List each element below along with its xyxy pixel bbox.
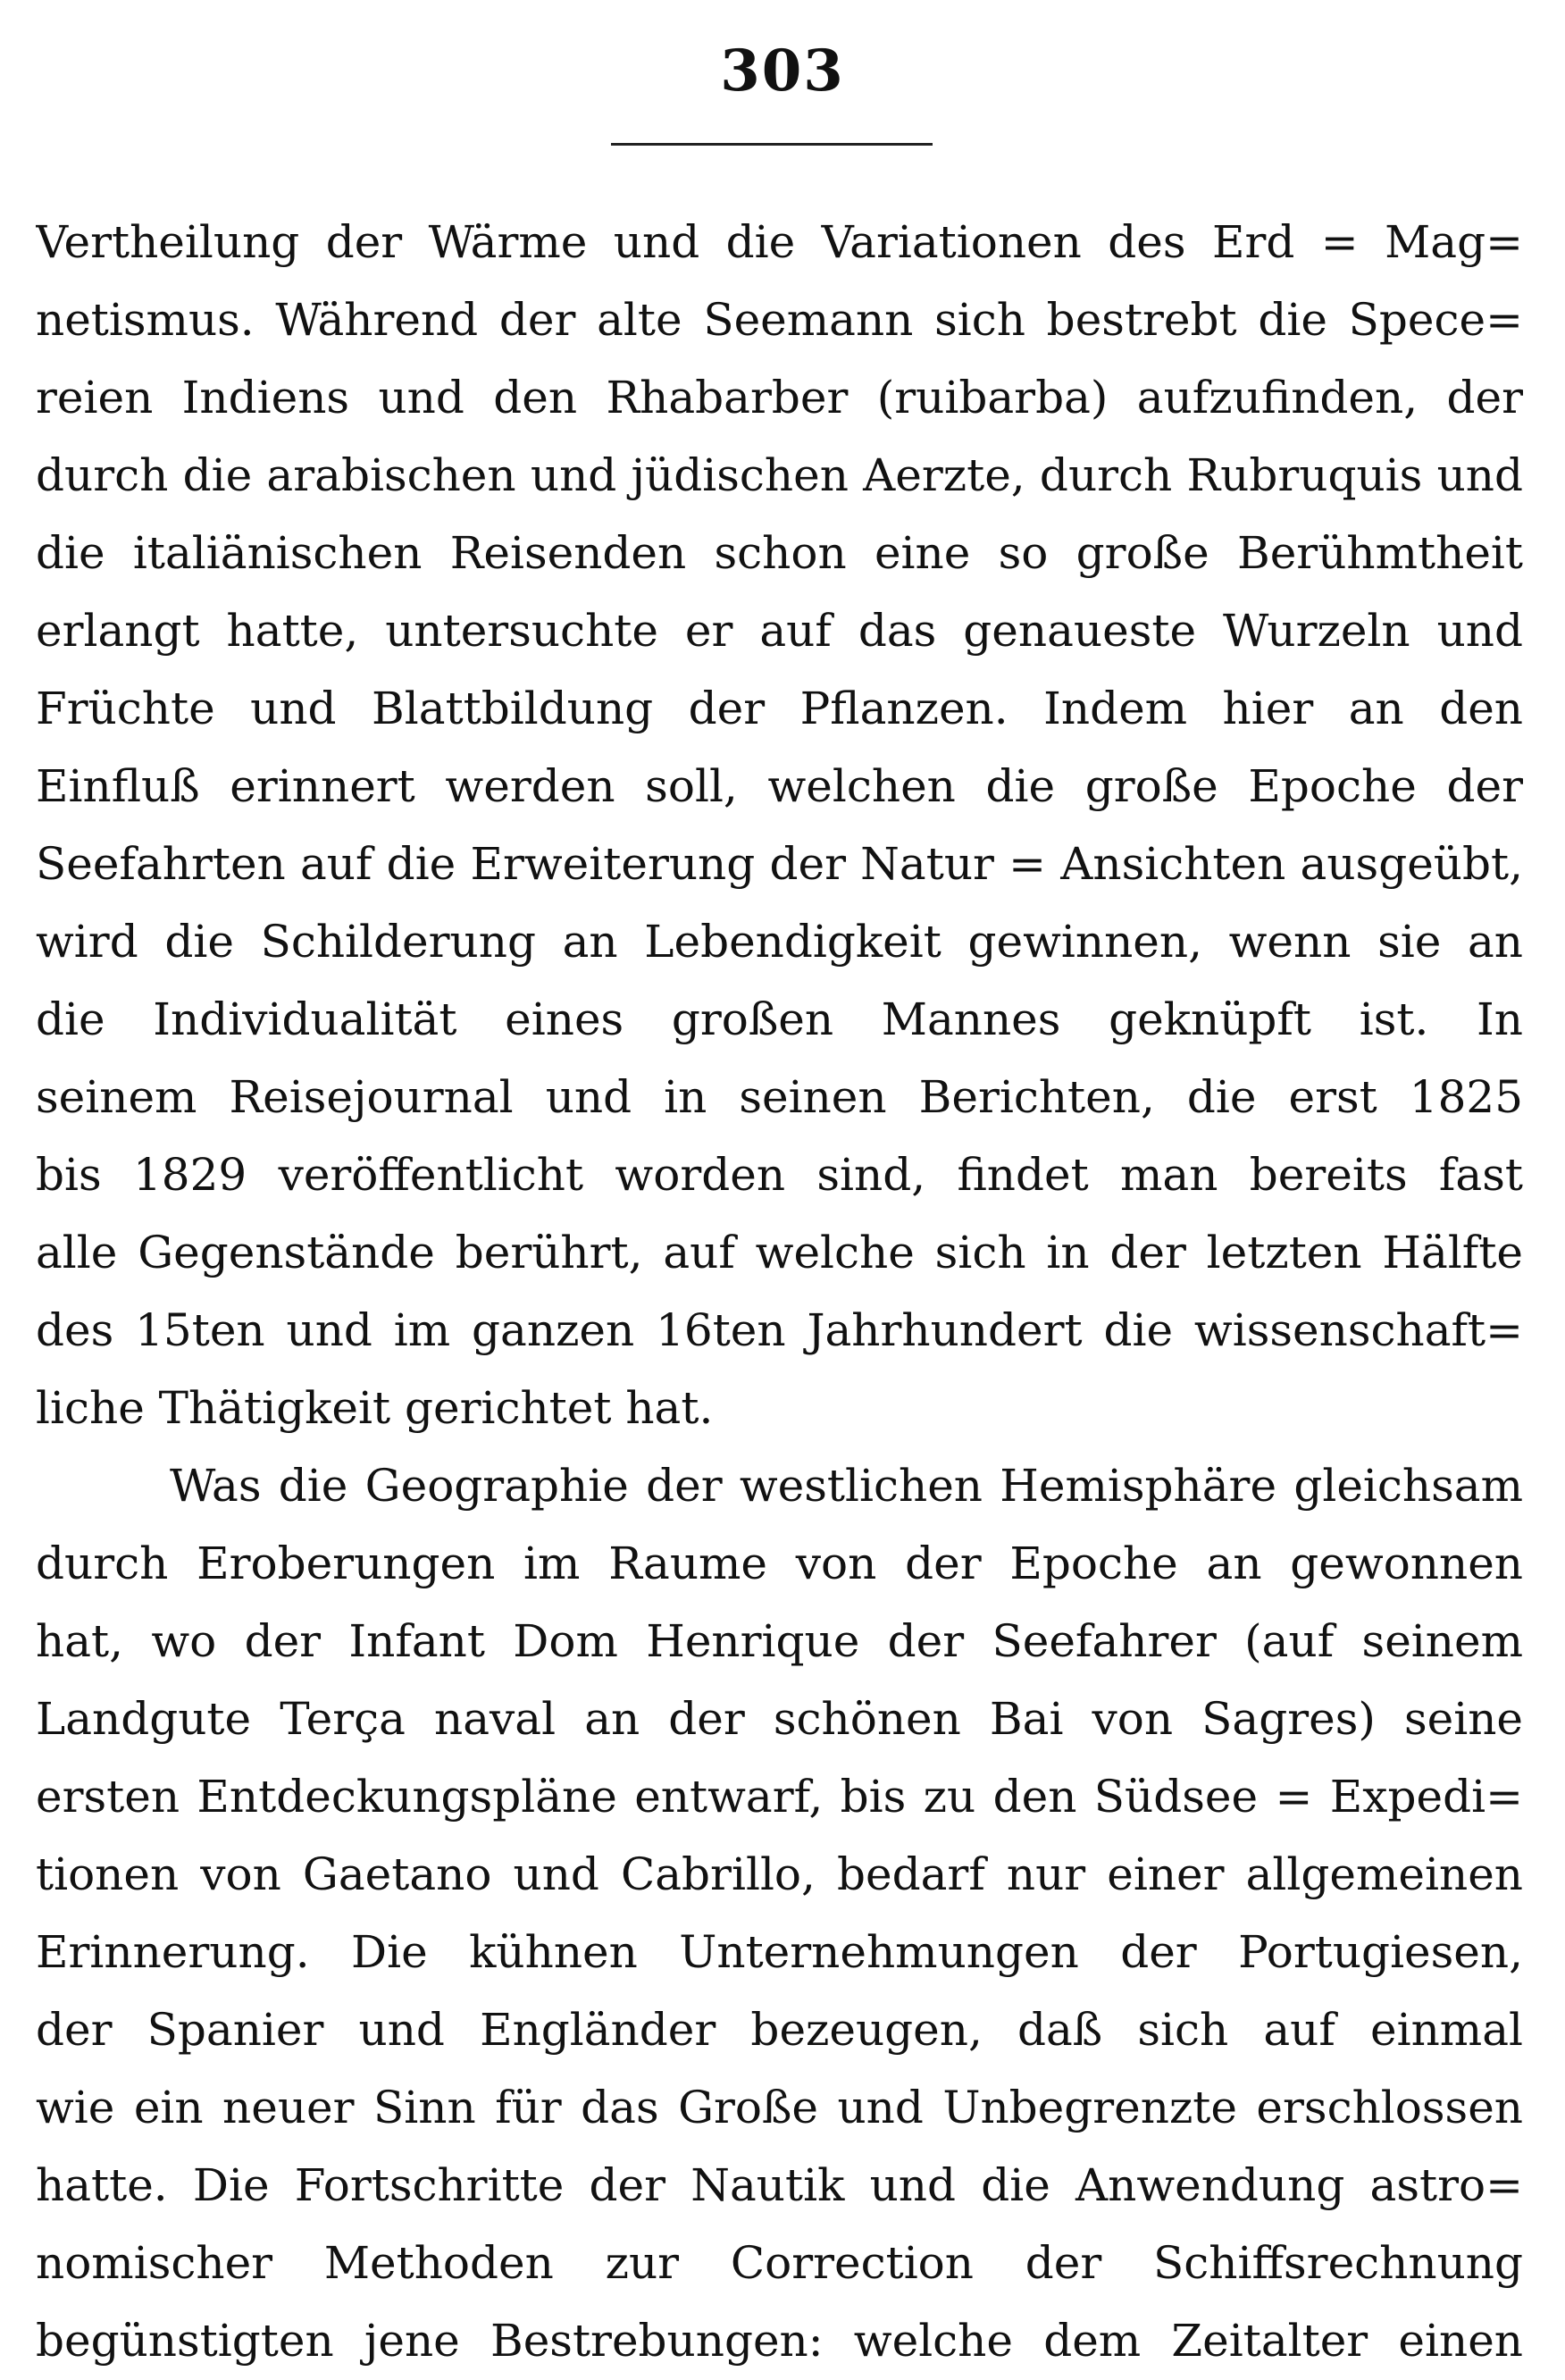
text-line: des 15ten und im ganzen 16ten Jahrhundert die wissenschaft= (36, 1304, 1523, 1356)
text-line: wird die Schilderung an Lebendigkeit gewinnen, wenn sie an (36, 916, 1523, 968)
text-line: der Spanier und Engländer bezeugen, daß sich auf einmal (36, 2004, 1523, 2056)
text-line: die italiänischen Reisenden schon eine so große Berühmtheit (36, 527, 1523, 579)
text-line: seinem Reisejournal und in seinen Berichten, die erst 1825 (36, 1071, 1523, 1123)
text-line: wie ein neuer Sinn für das Große und Unbegrenzte erschlossen (36, 2082, 1523, 2133)
text-line: Landgute Terça naval an der schönen Bai von Sagres) seine (36, 1693, 1523, 1745)
body-text (36, 204, 1523, 2380)
text-line: hat, wo der Infant Dom Henrique der Seefahrer (auf seinem (36, 1615, 1523, 1667)
text-line: Erinnerung. Die kühnen Unternehmungen der Portugiesen, (36, 1926, 1523, 1978)
header-rule (611, 143, 933, 146)
paragraph-end-line: liche Thätigkeit gerichtet hat. (36, 1382, 714, 1434)
text-line: durch die arabischen und jüdischen Aerzte, durch Rubruquis und (36, 449, 1523, 501)
text-line: reien Indiens und den Rhabarber (ruibarba) aufzufinden, der (36, 372, 1523, 423)
text-line: ersten Entdeckungspläne entwarf, bis zu den Südsee = Expedi= (36, 1771, 1523, 1823)
text-line: netismus. Während der alte Seemann sich bestrebt die Spece= (36, 294, 1523, 346)
page-number: 303 (720, 38, 845, 105)
text-line: begünstigten jene Bestrebungen: welche dem Zeitalter einen (36, 2315, 1523, 2367)
text-line: bis 1829 veröffentlicht worden sind, findet man bereits fast (36, 1149, 1523, 1201)
text-line: Vertheilung der Wärme und die Variationen des Erd = Mag= (36, 216, 1523, 268)
text-line: Früchte und Blattbildung der Pflanzen. Indem hier an den (36, 683, 1523, 734)
text-line: durch Eroberungen im Raume von der Epoche an gewonnen (36, 1538, 1523, 1589)
text-line: die Individualität eines großen Mannes geknüpft ist. In (36, 993, 1523, 1045)
text-line: Seefahrten auf die Erweiterung der Natur = Ansichten ausgeübt, (36, 838, 1523, 890)
text-line: hatte. Die Fortschritte der Nautik und die Anwendung astro= (36, 2159, 1523, 2211)
text-line: nomischer Methoden zur Correction der Schiffsrechnung (36, 2237, 1523, 2289)
text-line: erlangt hatte, untersuchte er auf das genaueste Wurzeln und (36, 605, 1523, 657)
text-line: alle Gegenstände berührt, auf welche sich in der letzten Hälfte (36, 1227, 1523, 1278)
text-line: Einfluß erinnert werden soll, welchen die große Epoche der (36, 760, 1523, 812)
paragraph-start-line: Was die Geographie der westlichen Hemisphäre gleichsam (170, 1460, 1523, 1512)
text-line: tionen von Gaetano und Cabrillo, bedarf nur einer allgemeinen (36, 1848, 1523, 1900)
